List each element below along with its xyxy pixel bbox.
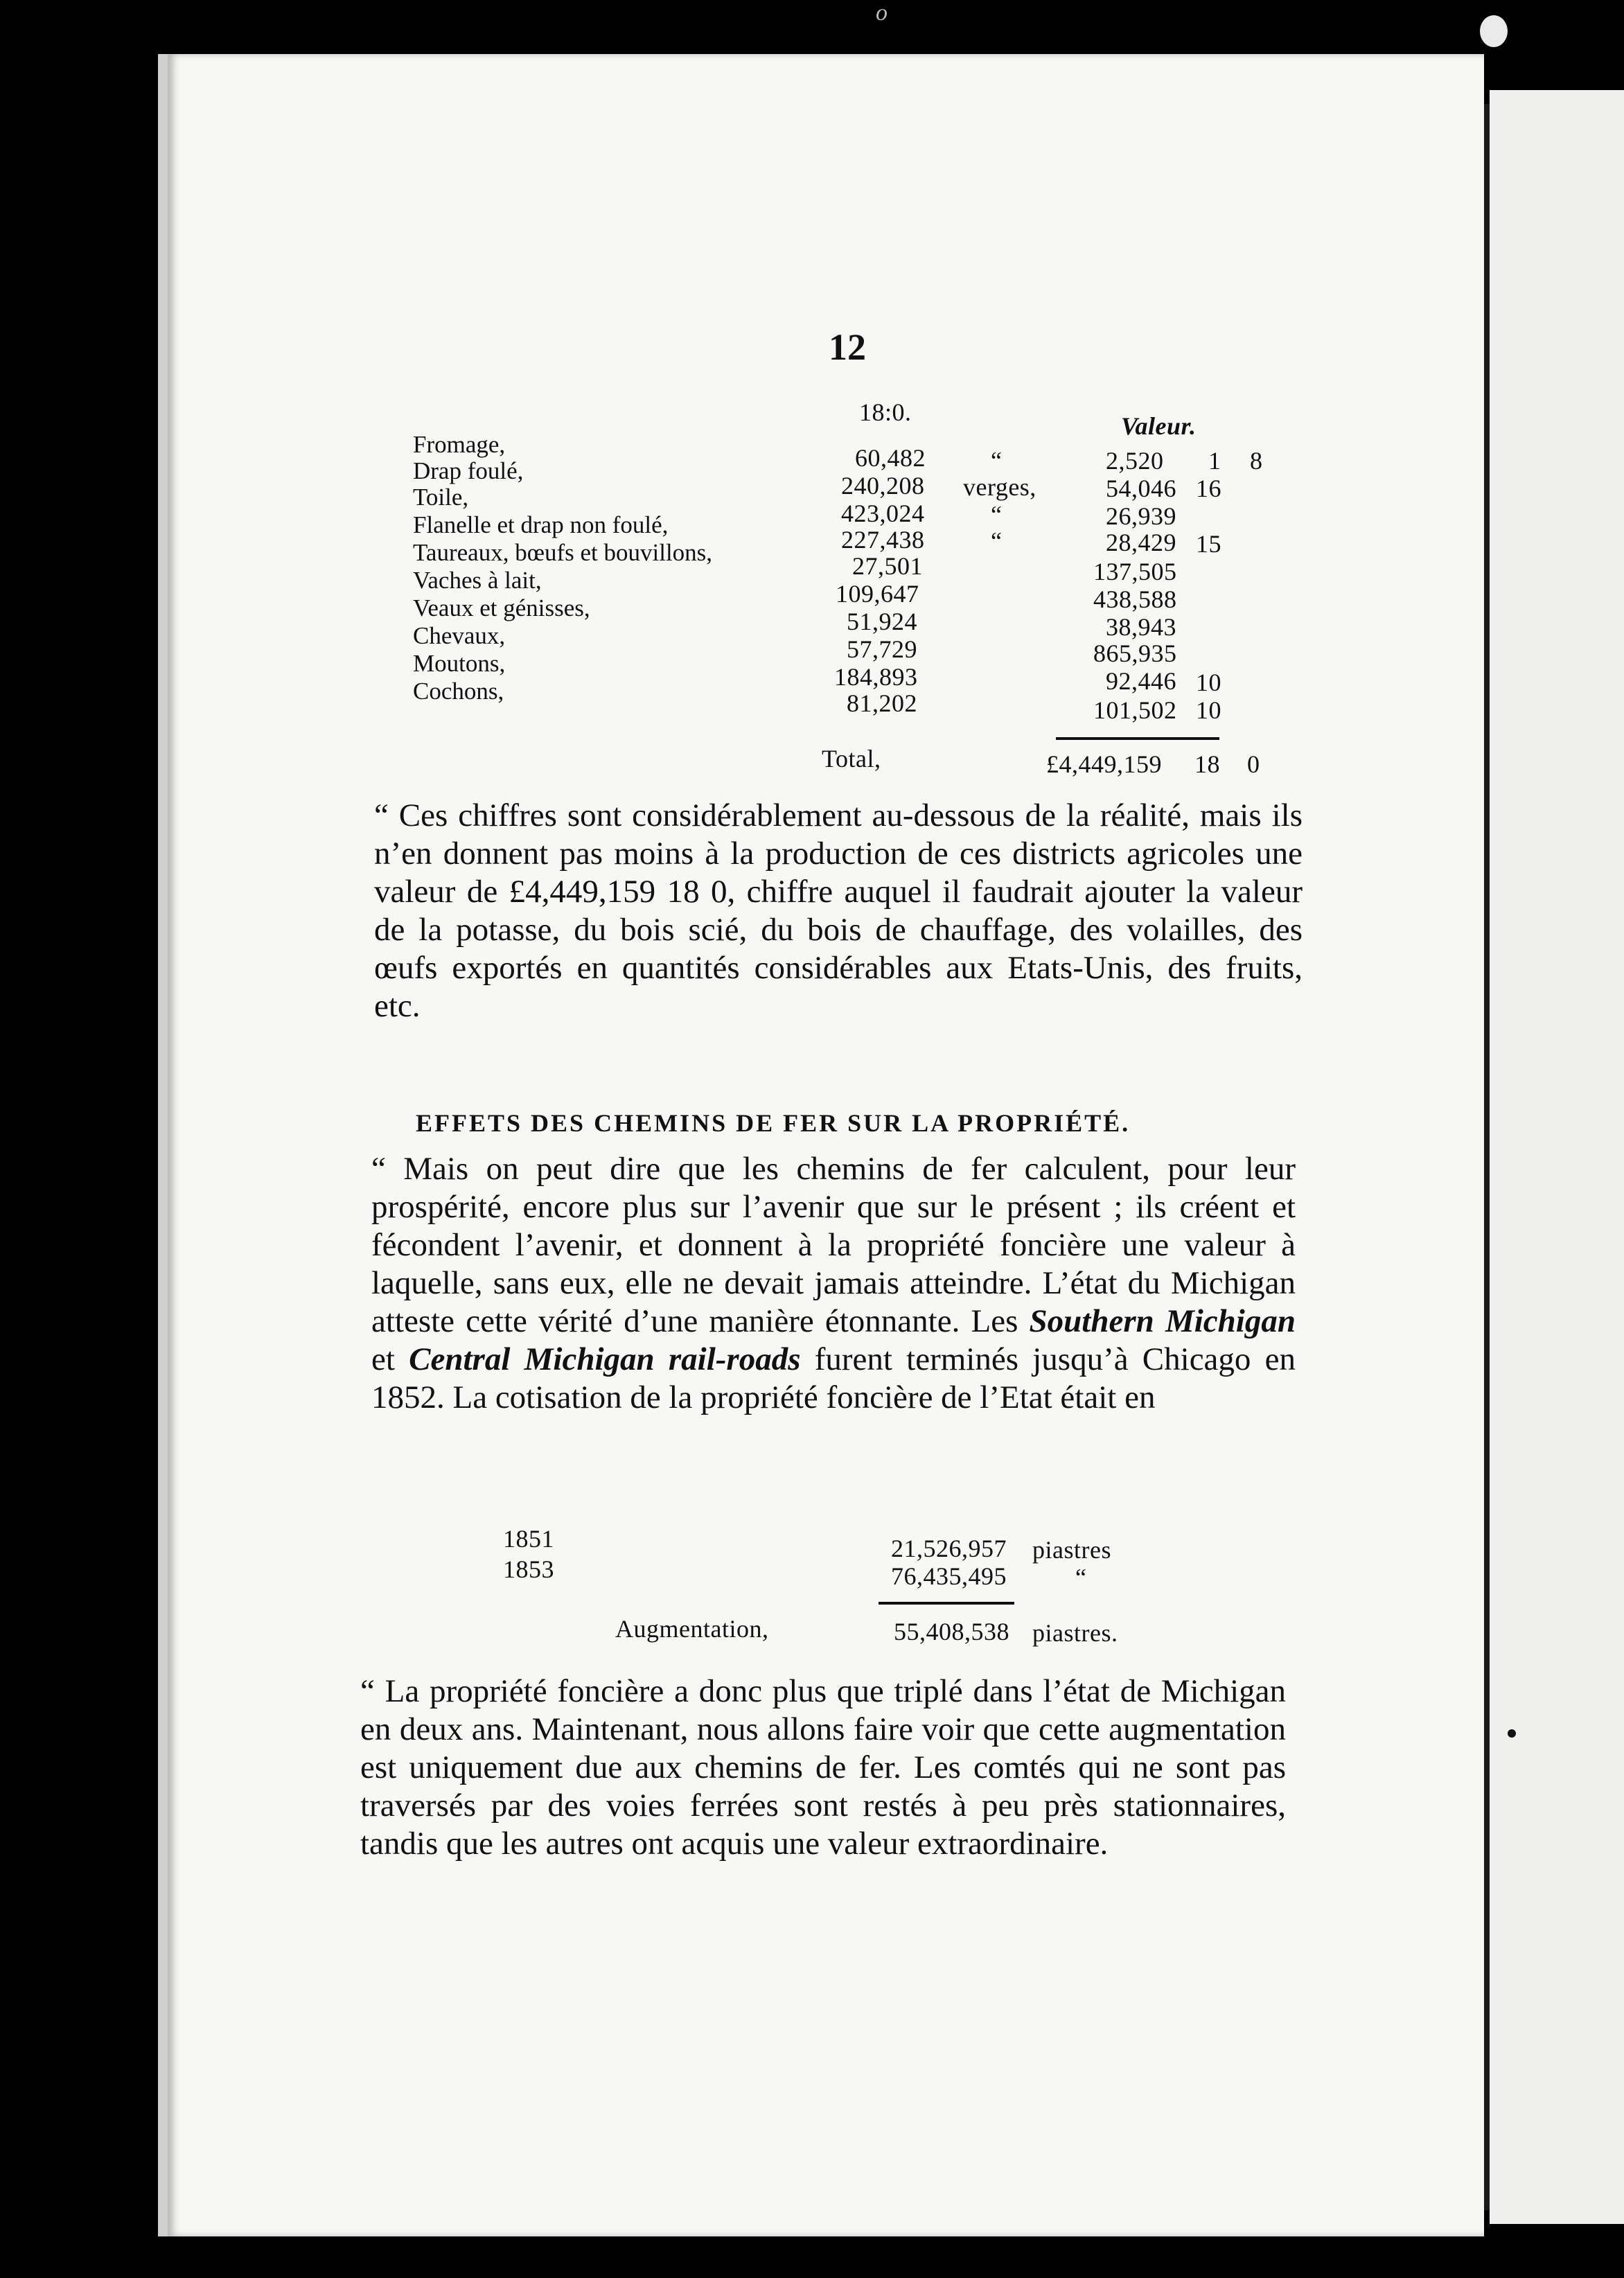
- row-unit: “: [991, 501, 1003, 529]
- row-quantity: 227,438: [841, 526, 925, 554]
- year-1853: 1853: [503, 1555, 554, 1583]
- augmentation-label: Augmentation,: [615, 1615, 769, 1643]
- row-value: 38,943: [1106, 613, 1176, 641]
- row-shillings: 10: [1196, 669, 1221, 696]
- total-rule: [1056, 737, 1219, 740]
- row-shillings: 1: [1208, 447, 1221, 475]
- page-number: 12: [829, 326, 866, 368]
- row-value: 438,588: [1093, 585, 1177, 613]
- row-quantity: 51,924: [847, 608, 917, 635]
- film-speck: [1480, 15, 1508, 47]
- row-value: 26,939: [1106, 502, 1176, 530]
- value-header: Valeur.: [1121, 412, 1197, 440]
- facing-page-edge: [1490, 90, 1624, 2224]
- year-header: 18:0.: [859, 398, 912, 426]
- paragraph-production: “ Ces chiffres sont considérablement au-dessous de la réalité, mais ils n’en donnent pas moins à la production de ces districts agricoles une valeur de £4,449,159 18 0, chiffre auquel il faudrait ajouter la valeur de la potasse, du bois scié, du bois de chauffage, des volailles, des œufs exportés en quantités considérables aux Etats-Unis, des fruits, etc.: [374, 797, 1303, 1024]
- row-label: Drap foulé,: [413, 457, 524, 484]
- row-shillings: 10: [1196, 696, 1221, 724]
- augmentation-amount: 55,408,538: [894, 1618, 1009, 1645]
- row-label: Vaches à lait,: [413, 567, 542, 594]
- row-quantity: 57,729: [847, 635, 917, 663]
- row-quantity: 184,893: [834, 663, 918, 691]
- augmentation-rule: [879, 1602, 1014, 1605]
- row-value: 92,446: [1106, 667, 1176, 695]
- section-heading: EFFETS DES CHEMINS DE FER SUR LA PROPRIÉTÉ.: [416, 1109, 1131, 1137]
- row-unit: verges,: [963, 473, 1036, 501]
- row-quantity: 240,208: [841, 472, 925, 500]
- para2-text-mid: et: [371, 1341, 395, 1377]
- amount-1853: 76,435,495: [891, 1562, 1007, 1590]
- para2-railroad-name-1: Southern Michigan: [1029, 1303, 1296, 1339]
- row-value: 54,046: [1106, 475, 1176, 502]
- row-quantity: 81,202: [847, 689, 917, 717]
- row-value: 865,935: [1093, 639, 1177, 667]
- row-quantity: 27,501: [852, 552, 923, 580]
- top-edge-mark: o: [876, 0, 888, 26]
- row-value: 101,502: [1093, 696, 1177, 724]
- book-page: [158, 54, 1484, 2236]
- total-shillings: 18: [1194, 750, 1220, 778]
- row-quantity: 60,482: [855, 444, 926, 472]
- row-label: Fromage,: [413, 431, 506, 458]
- row-unit: “: [991, 447, 1003, 475]
- row-label: Veaux et génisses,: [413, 594, 590, 621]
- margin-dot: [1508, 1729, 1516, 1738]
- augmentation-unit: piastres.: [1032, 1619, 1118, 1647]
- row-unit: “: [991, 527, 1003, 555]
- row-label: Taureaux, bœufs et bouvillons,: [413, 539, 713, 566]
- unit-1851: piastres: [1032, 1536, 1111, 1564]
- unit-1853: “: [1075, 1564, 1087, 1591]
- para2-railroad-name-2: Central Michigan rail-roads: [409, 1341, 801, 1377]
- row-label: Moutons,: [413, 650, 506, 677]
- row-quantity: 423,024: [841, 500, 925, 527]
- para2-text-end: furent terminés jusqu’à Chicago en 1852. La cotisation de la propriété foncière de l’Etat était en: [371, 1341, 1296, 1415]
- amount-1851: 21,526,957: [891, 1535, 1007, 1562]
- row-quantity: 109,647: [836, 580, 919, 608]
- row-value: 2,520: [1106, 447, 1164, 475]
- row-pence: 8: [1250, 447, 1263, 475]
- row-shillings: 16: [1196, 475, 1221, 502]
- paragraph-railways: [371, 1150, 1296, 1417]
- row-label: Cochons,: [413, 678, 504, 705]
- row-value: 137,505: [1093, 558, 1177, 585]
- para2-text-start: “ Mais on peut dire que les chemins de fer calculent, pour leur prospérité, encore plus sur l’avenir que sur le présent ; ils créent et fécondent l’avenir, et donnent à la propriété foncière une valeur à laquelle, sans eux, elle ne devait jamais atteindre. L’état du Michigan atteste cette vérité d’une manière étonnante. Les: [371, 1151, 1296, 1339]
- row-label: Toile,: [413, 484, 469, 511]
- row-shillings: 15: [1196, 530, 1221, 558]
- row-label: Flanelle et drap non foulé,: [413, 511, 669, 538]
- year-1851: 1851: [503, 1525, 554, 1553]
- total-value: £4,449,159: [1046, 750, 1162, 778]
- total-label: Total,: [822, 745, 881, 772]
- total-pence: 0: [1247, 750, 1260, 778]
- row-label: Chevaux,: [413, 622, 506, 649]
- paragraph-conclusion: “ La propriété foncière a donc plus que triplé dans l’état de Michigan en deux ans. Maintenant, nous allons faire voir que cette augmentation est uniquement due aux chemins de fer. Les comtés qui ne sont pas traversés par des voies ferrées sont restés à peu près stationnaires, tandis que les autres ont acquis une valeur extraordinaire.: [360, 1673, 1286, 1862]
- row-value: 28,429: [1106, 529, 1176, 556]
